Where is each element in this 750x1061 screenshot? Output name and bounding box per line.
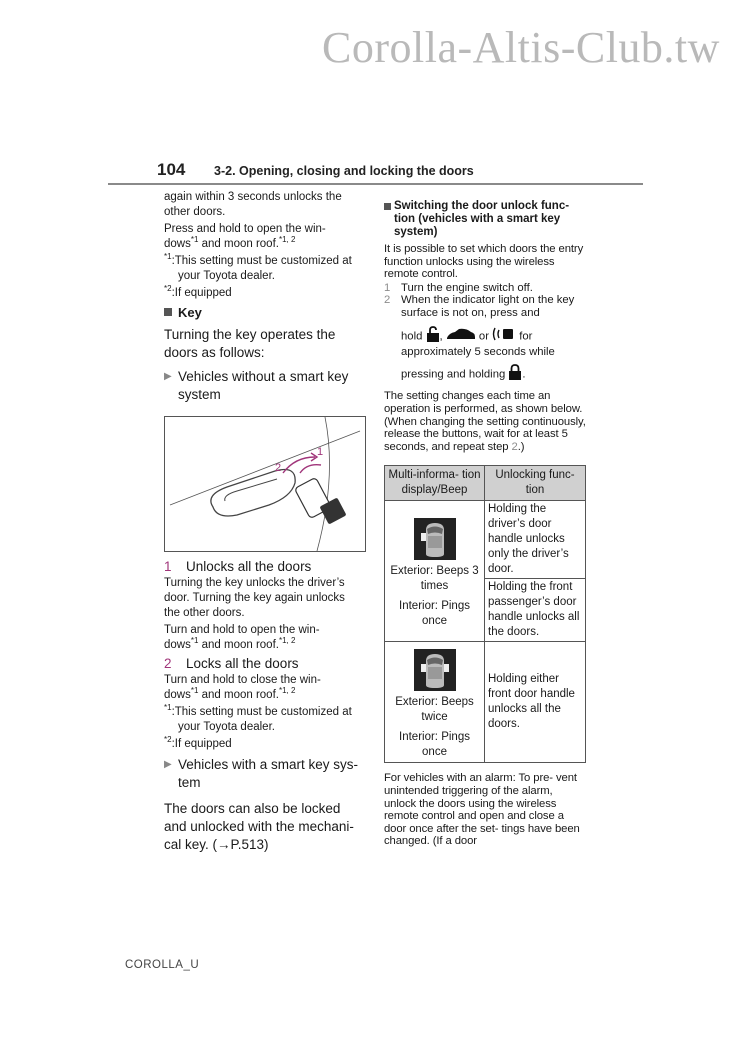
right-column [384, 200, 586, 849]
footnote-1: $^{*1}$:This setting must be customized at your Toyota dealer. [164, 252, 352, 282]
door-handle-illustration [165, 417, 365, 551]
illustration-label-2: 2 [275, 462, 282, 474]
switching-heading: Switching the door unlock func- tion (vehicles with a smart key system) [384, 200, 586, 239]
key-heading: Key [164, 305, 364, 320]
watermark: Corolla-Altis-Club.tw [322, 23, 720, 72]
function-cell: Holding the driver’s door handle unlocks only the driver’s door. [485, 501, 586, 579]
unlock-function-table [384, 465, 586, 763]
section-title: 3-2. Opening, closing and locking the doors [214, 164, 474, 178]
item-1: 1 Unlocks all the doors [164, 559, 312, 574]
lock-icon [508, 364, 522, 385]
switching-intro: It is possible to set which doors the entry function unlocks using the wireless remote control. [384, 243, 584, 281]
footnote-1b: $^{*1}$:This setting must be customized at your Toyota dealer. [164, 703, 352, 733]
table-row [385, 501, 586, 579]
press-hold-text: Press and hold to open the win- dows$^{*1}$ and moon roof.$^{*1, 2}$ [164, 223, 326, 250]
triangle-bullet-icon: ▶ [164, 759, 172, 770]
page-number: 104 [157, 160, 186, 179]
without-smart-key-item: ▶ Vehicles without a smart key system [164, 369, 349, 402]
illustration-label-1: 1 [317, 446, 324, 458]
footnote-2: $^{*2}$:If equipped [164, 284, 232, 299]
unlock-icon [426, 326, 440, 347]
footnote-2b: $^{*2}$:If equipped [164, 735, 232, 750]
table-header-row [385, 466, 586, 501]
item-1-desc: Turning the key unlocks the driver’s door. Turning the key again unlocks the other doors. [164, 577, 345, 619]
step-2: 2 When the indicator light on the key surface is not on, press and hold , or for approximately 5 seconds while pressing and holding . [384, 294, 586, 384]
left-column [164, 190, 364, 856]
setting-text: The setting changes each time an operation is performed, as shown below. (When changing the setting continuously, release the buttons, wait for at least 5 seconds, and repeat step 2.) [384, 390, 586, 453]
display-cell-2: Exterior: Beeps twice Interior: Pings once [385, 642, 485, 763]
door-key-illustration [164, 416, 366, 552]
turn-hold-close: Turn and hold to close the win- dows$^{*1}$ and moon roof.$^{*1, 2}$ [164, 674, 321, 701]
with-smart-key-item: ▶ Vehicles with a smart key sys- tem [164, 757, 359, 790]
footer-code: COROLLA_U [125, 959, 200, 971]
trunk-icon [446, 327, 476, 345]
car-display-icon [414, 649, 456, 691]
car-display-icon [414, 518, 456, 560]
turn-hold-open: Turn and hold to open the win- dows$^{*1}$ and moon roof.$^{*1, 2}$ [164, 624, 320, 651]
mechanical-key-text: The doors can also be locked and unlocked with the mechani- cal key. (→P.513) [164, 801, 354, 852]
function-cell: Holding the front passenger’s door handle unlocks all the doors. [485, 579, 586, 642]
table-header-function: Unlocking func- tion [485, 466, 586, 501]
step-1: 1 Turn the engine switch off. [384, 281, 533, 294]
intro-text: again within 3 seconds unlocks the other doors. [164, 191, 342, 218]
table-row [385, 642, 586, 763]
item-2: 2 Locks all the doors [164, 656, 299, 671]
alarm-text: For vehicles with an alarm: To pre- vent unintended triggering of the alarm, unlock the doors using the wireless remote control and open and close a door once after the set- tings have been changed. (If a door [384, 772, 580, 848]
table-header-display: Multi-informa- tion display/Beep [385, 466, 485, 501]
panic-icon [492, 326, 516, 346]
function-cell: Holding either front door handle unlocks all the doors. [485, 642, 586, 763]
display-cell-1: Exterior: Beeps 3 times Interior: Pings once [385, 501, 485, 642]
header-rule [108, 183, 643, 185]
key-intro: Turning the key operates the doors as follows: [164, 327, 336, 360]
triangle-bullet-icon: ▶ [164, 371, 172, 382]
